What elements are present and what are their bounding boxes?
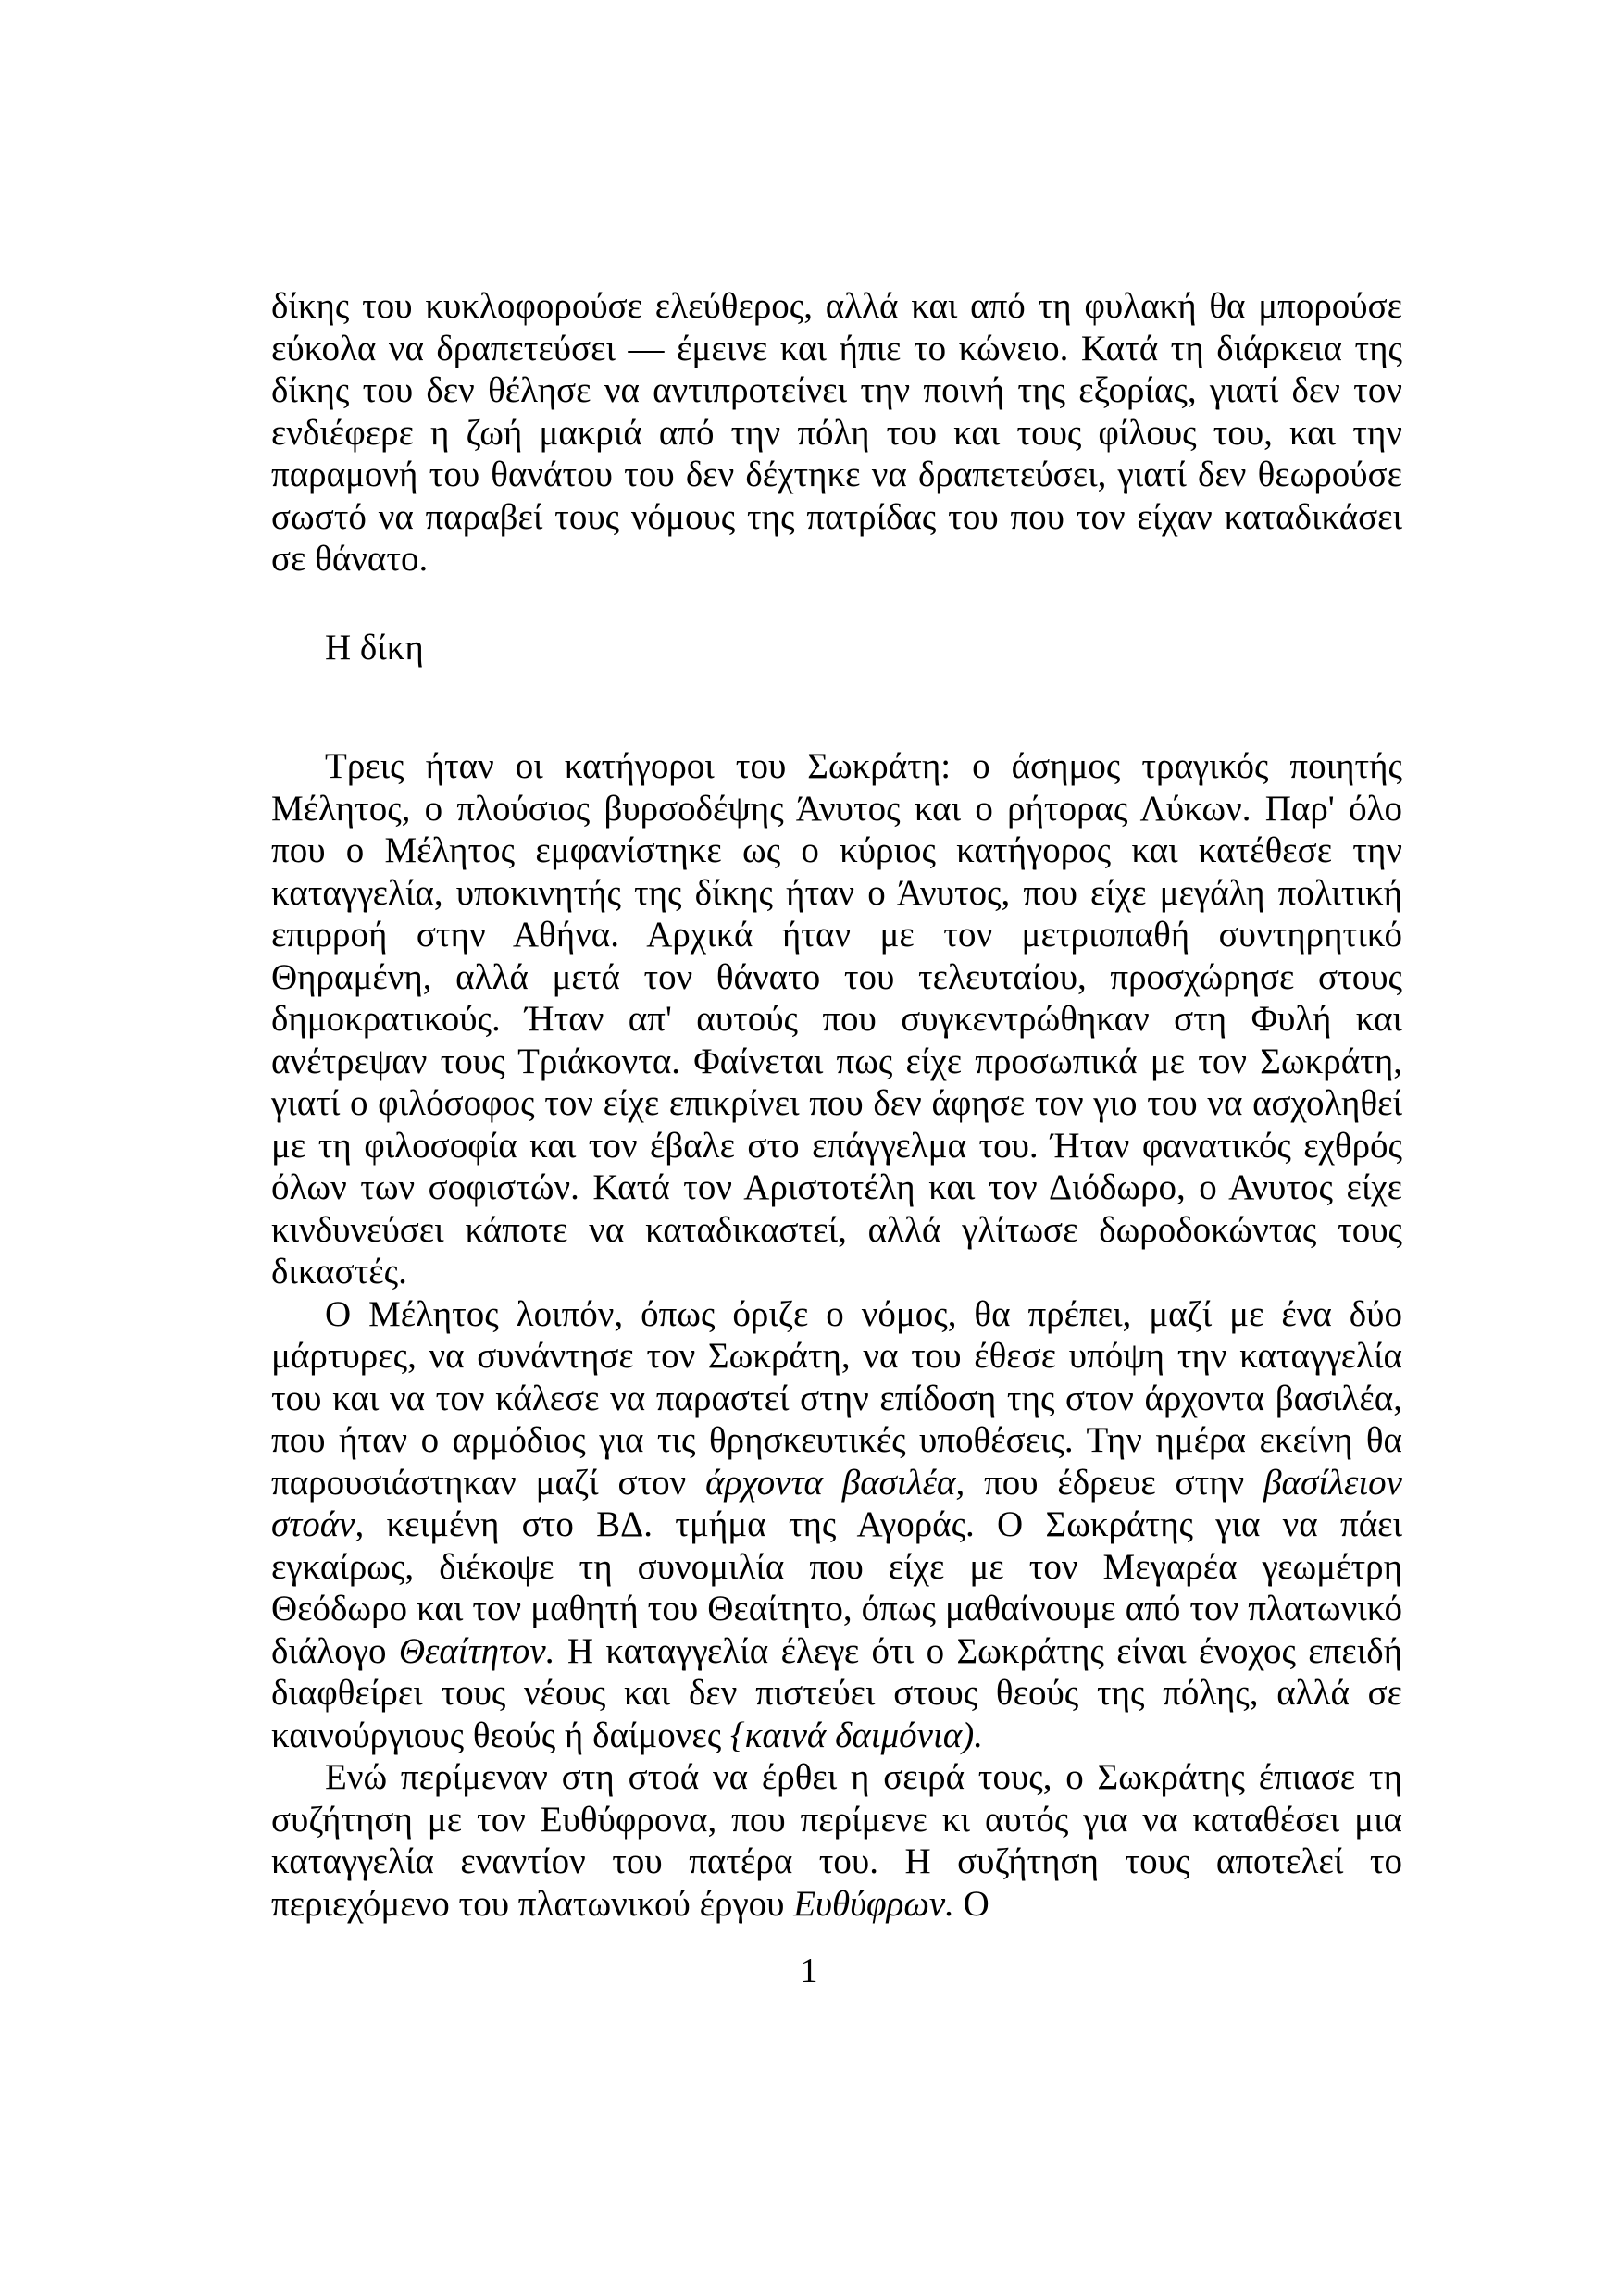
paragraph-3-text: Ο Μέλητος λοιπόν, όπως όριζε ο νόμος, θα πρέπει, μαζί με ένα δύο μάρτυρες, να συνάντησε τον Σωκράτη, να του έθεσε υπόψη την καταγγελία του και να τον κάλεσε να παραστεί στην επίδοση της στον άρχοντα βασιλέα, που ήταν ο αρμόδιος για τις θρησκευτικές υποθέσεις. Την ημέρα εκείνη θα παρουσιάστηκαν μαζί στον [271, 1293, 1402, 1503]
paragraph-3-text: κειμένη στο ΒΔ. τμήμα της Αγοράς. Ο Σωκράτης για να πάει εγκαίρως, διέκοψε τη συνομιλία που είχε με τον Μεγαρέα γεωμέτρη Θεόδωρο και τον μαθητή του Θεαίτητο, όπως μαθαίνουμε από τον πλατωνικό διάλογο [271, 1504, 1402, 1671]
italic-term: βασίλειον στοάν, [271, 1462, 1402, 1544]
italic-term: άρχοντα βασιλέα, [705, 1462, 965, 1503]
body-text [271, 285, 1402, 1925]
spacer [271, 668, 1402, 745]
italic-term: {καινά δαιμόνια). [730, 1715, 984, 1755]
paragraph-1-text: δίκης του κυκλοφορούσε ελεύθερος, αλλά και από τη φυλακή θα μπορούσε εύκολα να δραπετεύσει — έμεινε και ήπιε το κώνειο. Κατά τη διάρκεια της δίκης του δεν θέλησε να αντιπροτείνει την ποινή της εξορίας, γιατί δεν τον ενδιέφερε η ζωή μακριά από την πόλη του και τους φίλους του, και την παραμονή του θανάτου του δεν δέχτηκε να δραπετεύσει, γιατί δεν θεωρούσε σωστό να παραβεί τους νόμους της πατρίδας του που τον είχαν καταδικάσει σε θάνατο. [271, 286, 1402, 579]
paragraph-2-text: Τρεις ήταν οι κατήγοροι του Σωκράτη: ο άσημος τραγικός ποιητής Μέλητος, ο πλούσιος βυρσοδέψης Άνυτος και ο ρήτορας Λύκων. Παρ' όλο που ο Μέλητος εμφανίστηκε ως ο κύριος κατήγορος και κατέθεσε την καταγγελία, υποκινητής της δίκης ήταν ο Άνυτος, που είχε μεγάλη πολιτική επιρροή στην Αθήνα. Αρχικά ήταν με τον μετριοπαθή συντηρητικό Θηραμένη, αλλά μετά τον θάνατο του τελευταίου, προσχώρησε στους δημοκρατικούς. Ήταν απ' αυτούς που συγκεντρώθηκαν στη Φυλή και ανέτρεψαν τους Τριάκοντα. Φαίνεται πως είχε προσωπικά με τον Σωκράτη, γιατί ο φιλόσοφος τον είχε επικρίνει που δεν άφησε τον γιο του να ασχοληθεί με τη φιλοσοφία και τον έβαλε στο επάγγελμα του. Ήταν φανατικός εχθρός όλων των σοφιστών. Κατά τον Αριστοτέλη και τον Διόδωρο, ο Ανυτος είχε κινδυνεύσει κάποτε να καταδικαστεί, αλλά γλίτωσε δωροδοκώντας τους δικαστές. [271, 746, 1402, 1292]
paragraph-4 [271, 1756, 1402, 1925]
paragraph-3 [271, 1293, 1402, 1757]
spacer [271, 580, 1402, 627]
italic-title: Θεαίτητον. [398, 1630, 555, 1671]
paragraph-1 [271, 285, 1402, 580]
paragraph-4-text: Ο [953, 1883, 989, 1924]
section-heading: Η δίκη [325, 627, 424, 668]
page-number: 1 [800, 1952, 818, 1990]
paragraph-2 [271, 745, 1402, 1293]
paragraph-4-text: Ενώ περίμεναν στη στοά να έρθει η σειρά τους, ο Σωκράτης έπιασε τη συζήτηση με τον Ευθύφρονα, που περίμενε κι αυτός για να καταθέσει μια καταγγελία εναντίον του πατέρα του. Η συζήτηση τους αποτελεί το περιεχόμενο του πλατωνικού έργου [271, 1757, 1402, 1924]
italic-title: Ευθύφρων. [793, 1883, 954, 1924]
paragraph-3-text: που έδρευε στην [965, 1462, 1264, 1503]
paragraph-3-text: Η καταγγελία έλεγε ότι ο Σωκράτης είναι ένοχος επειδή διαφθείρει τους νέους και δεν πιστεύει στους θεούς της πόλης, αλλά σε καινούργιους θεούς ή δαίμονες [271, 1630, 1402, 1755]
